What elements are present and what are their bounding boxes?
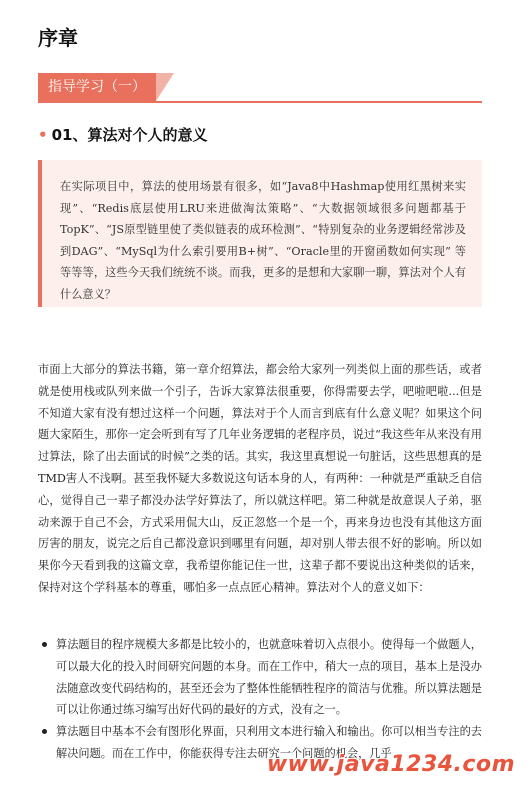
section-bar	[38, 73, 482, 103]
bullet-list	[38, 634, 482, 765]
bullet-dot-icon	[42, 642, 47, 647]
chapter-title: 序章	[38, 26, 78, 50]
section-tab: 指导学习（一）	[38, 73, 156, 101]
heading-bullet-icon: •	[38, 126, 48, 144]
list-item-text: 算法题目中基本不会有图形化界面，只利用文本进行输入和输出。你可以相当专注的去解决问题。而在工作中，你能获得专注去研究一个问题的机会，几乎	[56, 725, 482, 760]
section-tab-fold	[156, 73, 174, 101]
heading-text: 01、算法对个人的意义	[51, 126, 208, 144]
list-item-text: 算法题目的程序规模大多都是比较小的，也就意味着切入点很小。使得每一个做题人，可以最大化的投入时间研究问题的本身。而在工作中，稍大一点的项目，基本上是没办法随意改变代码结构的，甚至还会为了整体性能牺牲程序的简洁与优雅。所以算法题是可以让你通过练习编写出好代码的最好的方式，没有之一。	[56, 638, 482, 717]
callout-box	[38, 160, 482, 307]
watermark: www.java1234.com	[266, 752, 515, 777]
bullet-dot-icon	[42, 729, 47, 734]
section-heading	[38, 124, 207, 145]
body-paragraph: 市面上大部分的算法书籍，第一章介绍算法，都会给大家列一列类似上面的那些话，或者就是使用栈或队列来做一个引子，告诉大家算法很重要，你得需要去学，吧啦吧啦...但是不知道大家有没有想过这样一个问题，算法对于个人而言到底有什么意义呢？如果这个问题大家陌生，那你一定会听到有写了几年业务逻辑的老程序员，说过“我这些年从来没有用过算法，除了出去面试的时候”之类的话。其实，我这里真想说一句脏话，这些思想真的是TMD害人不浅啊。甚至我怀疑大多数说这句话本身的人，有两种：一种就是严重缺乏自信心，觉得自己一辈子都没办法学好算法了，所以就这样吧。第二种就是故意误人子弟，驱动来源于自己不会，方式采用侃大山，反正忽悠一个是一个，再来身边也没有其他这方面厉害的朋友，说完之后自己都没意识到哪里有问题，却对别人带去很不好的影响。所以如果你今天看到我的这篇文章，我希望你能记住一世，这辈子都不要说出这种类似的话来，保持对这个学科基本的尊重，哪怕多一点点匠心精神。算法对个人的意义如下：	[38, 363, 482, 594]
list-item	[38, 634, 482, 721]
callout-text: 在实际项目中，算法的使用场景有很多，如“Java8中Hashmap使用红黑树来实现”、“Redis底层使用LRU来进做淘汰策略”、“大数据领域很多问题都基于TopK”、“JS原型链里使了类似链表的成环检测”、“特别复杂的业务逻辑经常涉及到DAG”、“MySql为什么索引要用B+树”、“Oracle里的开窗函数如何实现” 等等等等，这些今天我们统统不谈。而我，更多的是想和大家聊一聊，算法对个人有什么意义？	[60, 180, 466, 301]
